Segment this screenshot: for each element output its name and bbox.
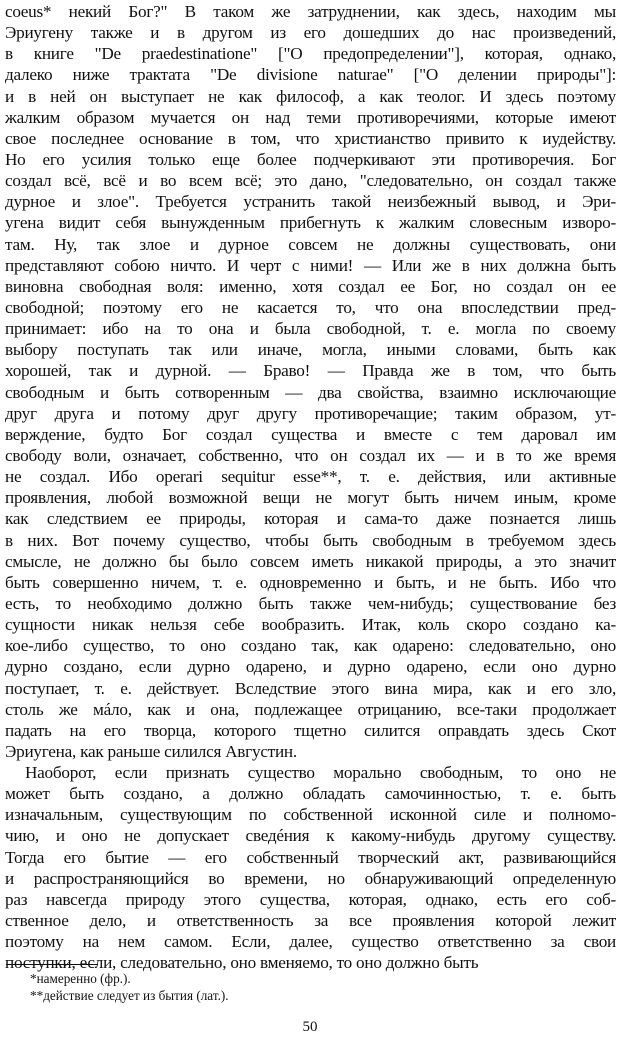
text-line: столь же мáло, как и она, подлежащее отрицанию, все-таки продолжает	[5, 699, 616, 719]
text-line: смысле, не должно бы было совсем иметь никакой природы, а это значит	[5, 551, 616, 571]
page-number: 50	[302, 1019, 318, 1035]
text-line: есть, то необходимо должно быть также чем-нибудь; существование без	[5, 593, 616, 613]
text-line: создал всё, всё и во всем всё; это дано, "следовательно, он создал также	[5, 171, 616, 191]
text-line: Эриугену также и в другом из его дошедших до нас произведений,	[5, 23, 616, 43]
text-line: дурно создано, если дурно одарено, и дурно одарено, если оно дурно	[5, 657, 616, 677]
text-line: угена видит себя вынужденным прибегнуть к жалким словесным изворо-	[5, 213, 616, 233]
text-line: виновна свободная воля: именно, хотя создал ее Бог, но создал он ее	[5, 276, 616, 296]
text-line: чию, и оно не допускает сведéния к какому-нибудь другому существу.	[5, 826, 616, 846]
main-text	[5, 1, 616, 973]
text-line: падать на его творца, которого тщетно силится оправдать здесь Скот	[5, 720, 616, 740]
text-line: сущности никак нельзя себе вообразить. Итак, коль скоро создано ка-	[5, 615, 616, 635]
text-line: проявления, любой возможной вещи не могут быть ничем иным, кроме	[5, 488, 616, 508]
text-line: Тогда его бытие — его собственный творческий акт, развивающийся	[5, 847, 616, 867]
text-line: свободу воли, означает, собственно, что он создал их — и в то же время	[5, 445, 616, 465]
text-line: свое последнее основание в том, что христианство привито к иудейству.	[5, 128, 616, 148]
text-line: Но его усилия только еще более подчеркивают эти противоречия. Бог	[5, 149, 616, 169]
text-line: поэтому на нем самом. Если, далее, существо ответственно за свои	[5, 932, 616, 952]
text-line: кое-либо существо, то оно создано так, как одарено: следовательно, оно	[5, 636, 616, 656]
text-line: хорошей, так и дурной. — Браво! — Правда же в том, что быть	[5, 361, 616, 381]
text-line: ственное дело, и ответственность за все проявления которой лежит	[5, 911, 616, 931]
paragraph	[5, 762, 616, 973]
text-line: там. Ну, так злое и дурное совсем не должны существовать, они	[5, 234, 616, 254]
text-line: Наоборот, если признать существо морально свободным, то оно не	[25, 763, 616, 783]
text-line: как следствием ее природы, которая и сама-то даже познается лишь	[5, 509, 616, 529]
text-line: представляют собою ничто. И черт с ними! — Или же в них должна быть	[5, 255, 616, 275]
text-line: жалким образом мучается он над теми противоречиями, которые имеют	[5, 107, 616, 127]
text-line: и распространяющийся во времени, но обнаруживающий определенную	[5, 868, 616, 888]
paragraph	[5, 1, 616, 762]
footnotes	[30, 970, 229, 1004]
text-line: поступает, т. е. действует. Вследствие этого вина мира, как и его зло,	[5, 678, 616, 698]
text-line: coeus* некий Бог?" В таком же затруднении, как здесь, находим мы	[5, 2, 616, 21]
text-line: Эриугена, как раньше силился Августин.	[5, 741, 297, 761]
text-line: выбору поступать так или иначе, могла, иными словами, быть как	[5, 340, 616, 360]
text-line: и в ней он выступает не как философ, а как теолог. И здесь поэтому	[5, 86, 616, 106]
text-line: дурное и злое". Требуется устранить такой неизбежный вывод, и Эри-	[5, 192, 616, 212]
text-line: поступки, если, следовательно, оно вменяемо, то оно должно быть	[5, 953, 479, 973]
footnote-2: **действие следует из бытия (лат.).	[30, 988, 229, 1003]
text-line: быть совершенно ничем, т. е. одновременно и быть, и не быть. Ибо что	[5, 572, 616, 592]
footnote-divider	[6, 964, 98, 965]
text-line: далеко ниже трактата "De divisione naturae" ["О делении природы"]:	[5, 65, 616, 85]
text-line: не создал. Ибо operari sequitur esse**, т. е. действия, или активные	[5, 467, 616, 487]
text-line: свободной; поэтому его не касается то, что она впоследствии пред-	[5, 297, 616, 317]
text-line: изначальным, существующим по собственной исконной силе и полномо-	[5, 805, 616, 825]
text-line: верждение, будто Бог создал существа и вместе с тем даровал им	[5, 424, 616, 444]
text-line: принимает: ибо на то она и была свободной, т. е. могла по своему	[5, 319, 616, 339]
footnote-1: *намеренно (фр.).	[30, 971, 131, 986]
text-line: в книге "De praedestinatione" ["О предопределении"], которая, однако,	[5, 44, 616, 64]
text-line: свободным и быть сотворенным — два свойства, взаимно исключающие	[5, 382, 616, 402]
text-line: может быть создано, а должно обладать самочинностью, т. е. быть	[5, 784, 616, 804]
text-line: раз навсегда природу этого существа, которая, однако, есть его соб-	[5, 889, 616, 909]
text-line: друг друга и потому друг другу противоречащие; таким образом, ут-	[5, 403, 616, 423]
text-line: в них. Вот почему существо, чтобы быть свободным в требуемом здесь	[5, 530, 616, 550]
